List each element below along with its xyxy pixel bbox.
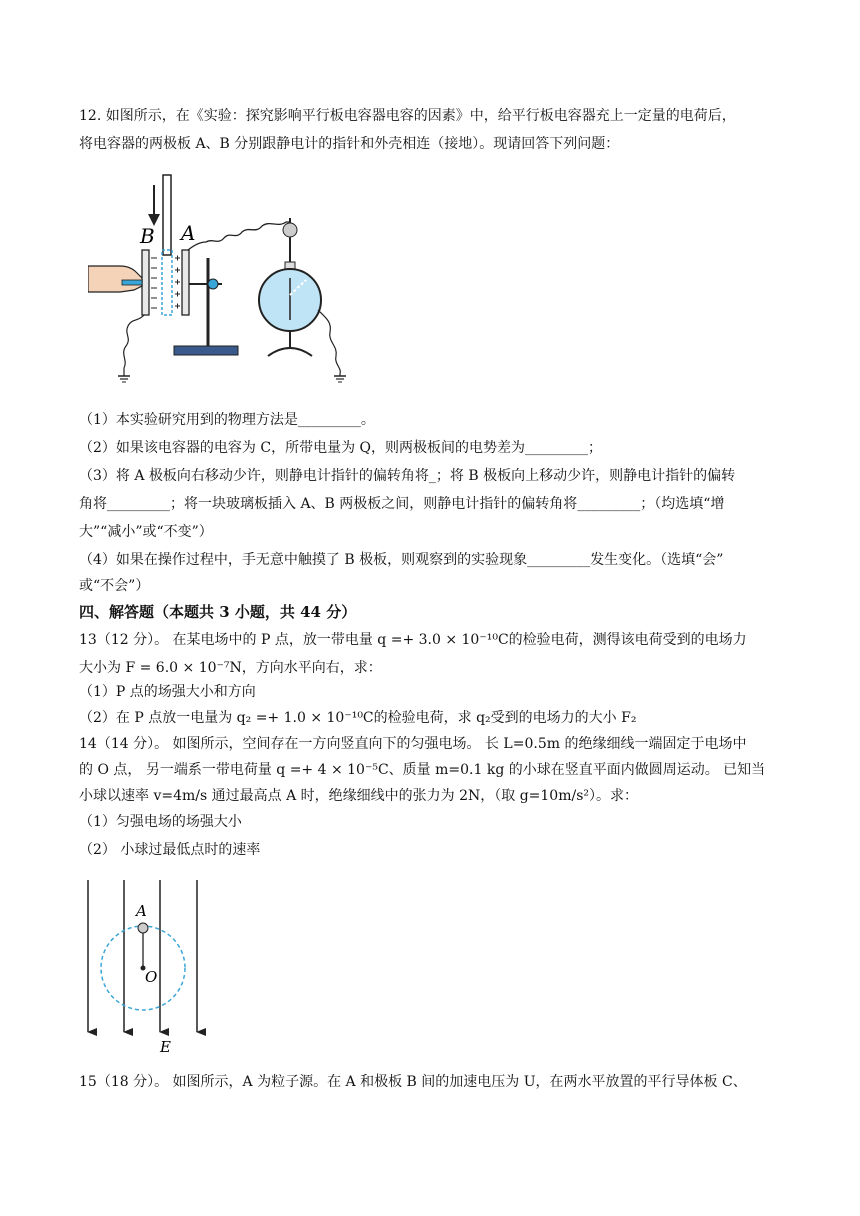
field-circle-figure [80,880,220,1055]
stand-base [174,346,238,355]
hand-icon [88,266,142,292]
q12-sub-2: （2）如果该电容器的电容为 C，所带电量为 Q，则两极板间的电势差为_________； [79,440,602,456]
label-o: O [145,968,158,986]
label-e: E [160,1038,171,1055]
electroscope-knob [283,223,297,237]
glass-dashed-icon [162,250,172,315]
section-heading: 四、解答题（本题共 3 小题，共 44 分） [79,603,357,621]
ground-wire-left [124,315,144,376]
q14-line-1: 14（14 分）。 如图所示，空间存在一方向竖直向下的匀强电场。 长 L=0.5m 的绝缘细线一端固定于电场中 [79,736,747,752]
q13-line-1: 13（12 分）。 在某电场中的 P 点，放一带电量 q =+ 3.0 × 10⁻¹⁰C的检验电荷，测得该电荷受到的电场力 [79,632,747,648]
q13-line-4: （2）在 P 点放一电量为 q₂ =+ 1.0 × 10⁻¹⁰C的检验电荷，求 q₂受到的电场力的大小 F₂ [79,710,637,726]
q12-sub-3b: 角将_________；将一块玻璃板插入 A、B 两极板之间，则静电计指针的偏转角将_________；（均选填“增 [79,496,725,512]
plate-b [142,250,149,315]
q14-line-5: （2） 小球过最低点时的速率 [79,842,261,858]
q14-line-3: 小球以速率 v=4m/s 通过最高点 A 时，绝缘细线中的张力为 2N，（取 g=10m/s²）。求： [79,788,638,804]
q12-sub-3c: 大”“减小”或“不变”） [79,524,213,540]
q13-line-2: 大小为 F = 6.0 × 10⁻⁷N，方向水平向右，求： [79,660,382,676]
charge-marks [151,256,180,309]
q13-line-3: （1）P 点的场强大小和方向 [79,684,256,700]
q14-line-2: 的 O 点， 另一端系一带电荷量 q =+ 4 × 10⁻⁵C、质量 m=0.1 kg 的小球在竖直平面内做圆周运动。 已知当 [79,762,766,778]
plate-a [182,250,189,315]
label-b: B [140,224,155,248]
q12-sub-1: （1）本实验研究用到的物理方法是_________。 [79,412,375,428]
ball-icon [138,923,148,933]
label-a: A [136,902,147,920]
q12-line-1: 12. 如图所示，在《实验：探究影响平行板电容器电容的因素》中，给平行板电容器充上一定量的电荷后， [79,108,736,124]
q12-sub-3a: （3）将 A 极板向右移动少许，则静电计指针的偏转角将_；将 B 极板向上移动少许，则静电计指针的偏转 [79,468,736,484]
q12-line-2: 将电容器的两极板 A、B 分别跟静电计的指针和外壳相连（接地）。现请回答下列问题： [79,136,620,152]
capacitor-experiment-figure [88,170,378,390]
glass-plate [163,175,171,255]
q15-line-1: 15（18 分）。 如图所示，A 为粒子源。在 A 和极板 B 间的加速电压为 U，在两水平放置的平行导体板 C、 [79,1074,747,1090]
ground-wire-right [318,310,340,376]
q12-sub-4a: （4）如果在操作过程中，手无意中触摸了 B 极板，则观察到的实验现象_________发生变化。（选填“会” [79,552,724,568]
q12-sub-4b: 或“不会”） [79,578,150,594]
q14-line-4: （1）匀强电场的场强大小 [79,814,242,830]
label-a: A [181,221,196,245]
wire-coil [188,222,290,250]
